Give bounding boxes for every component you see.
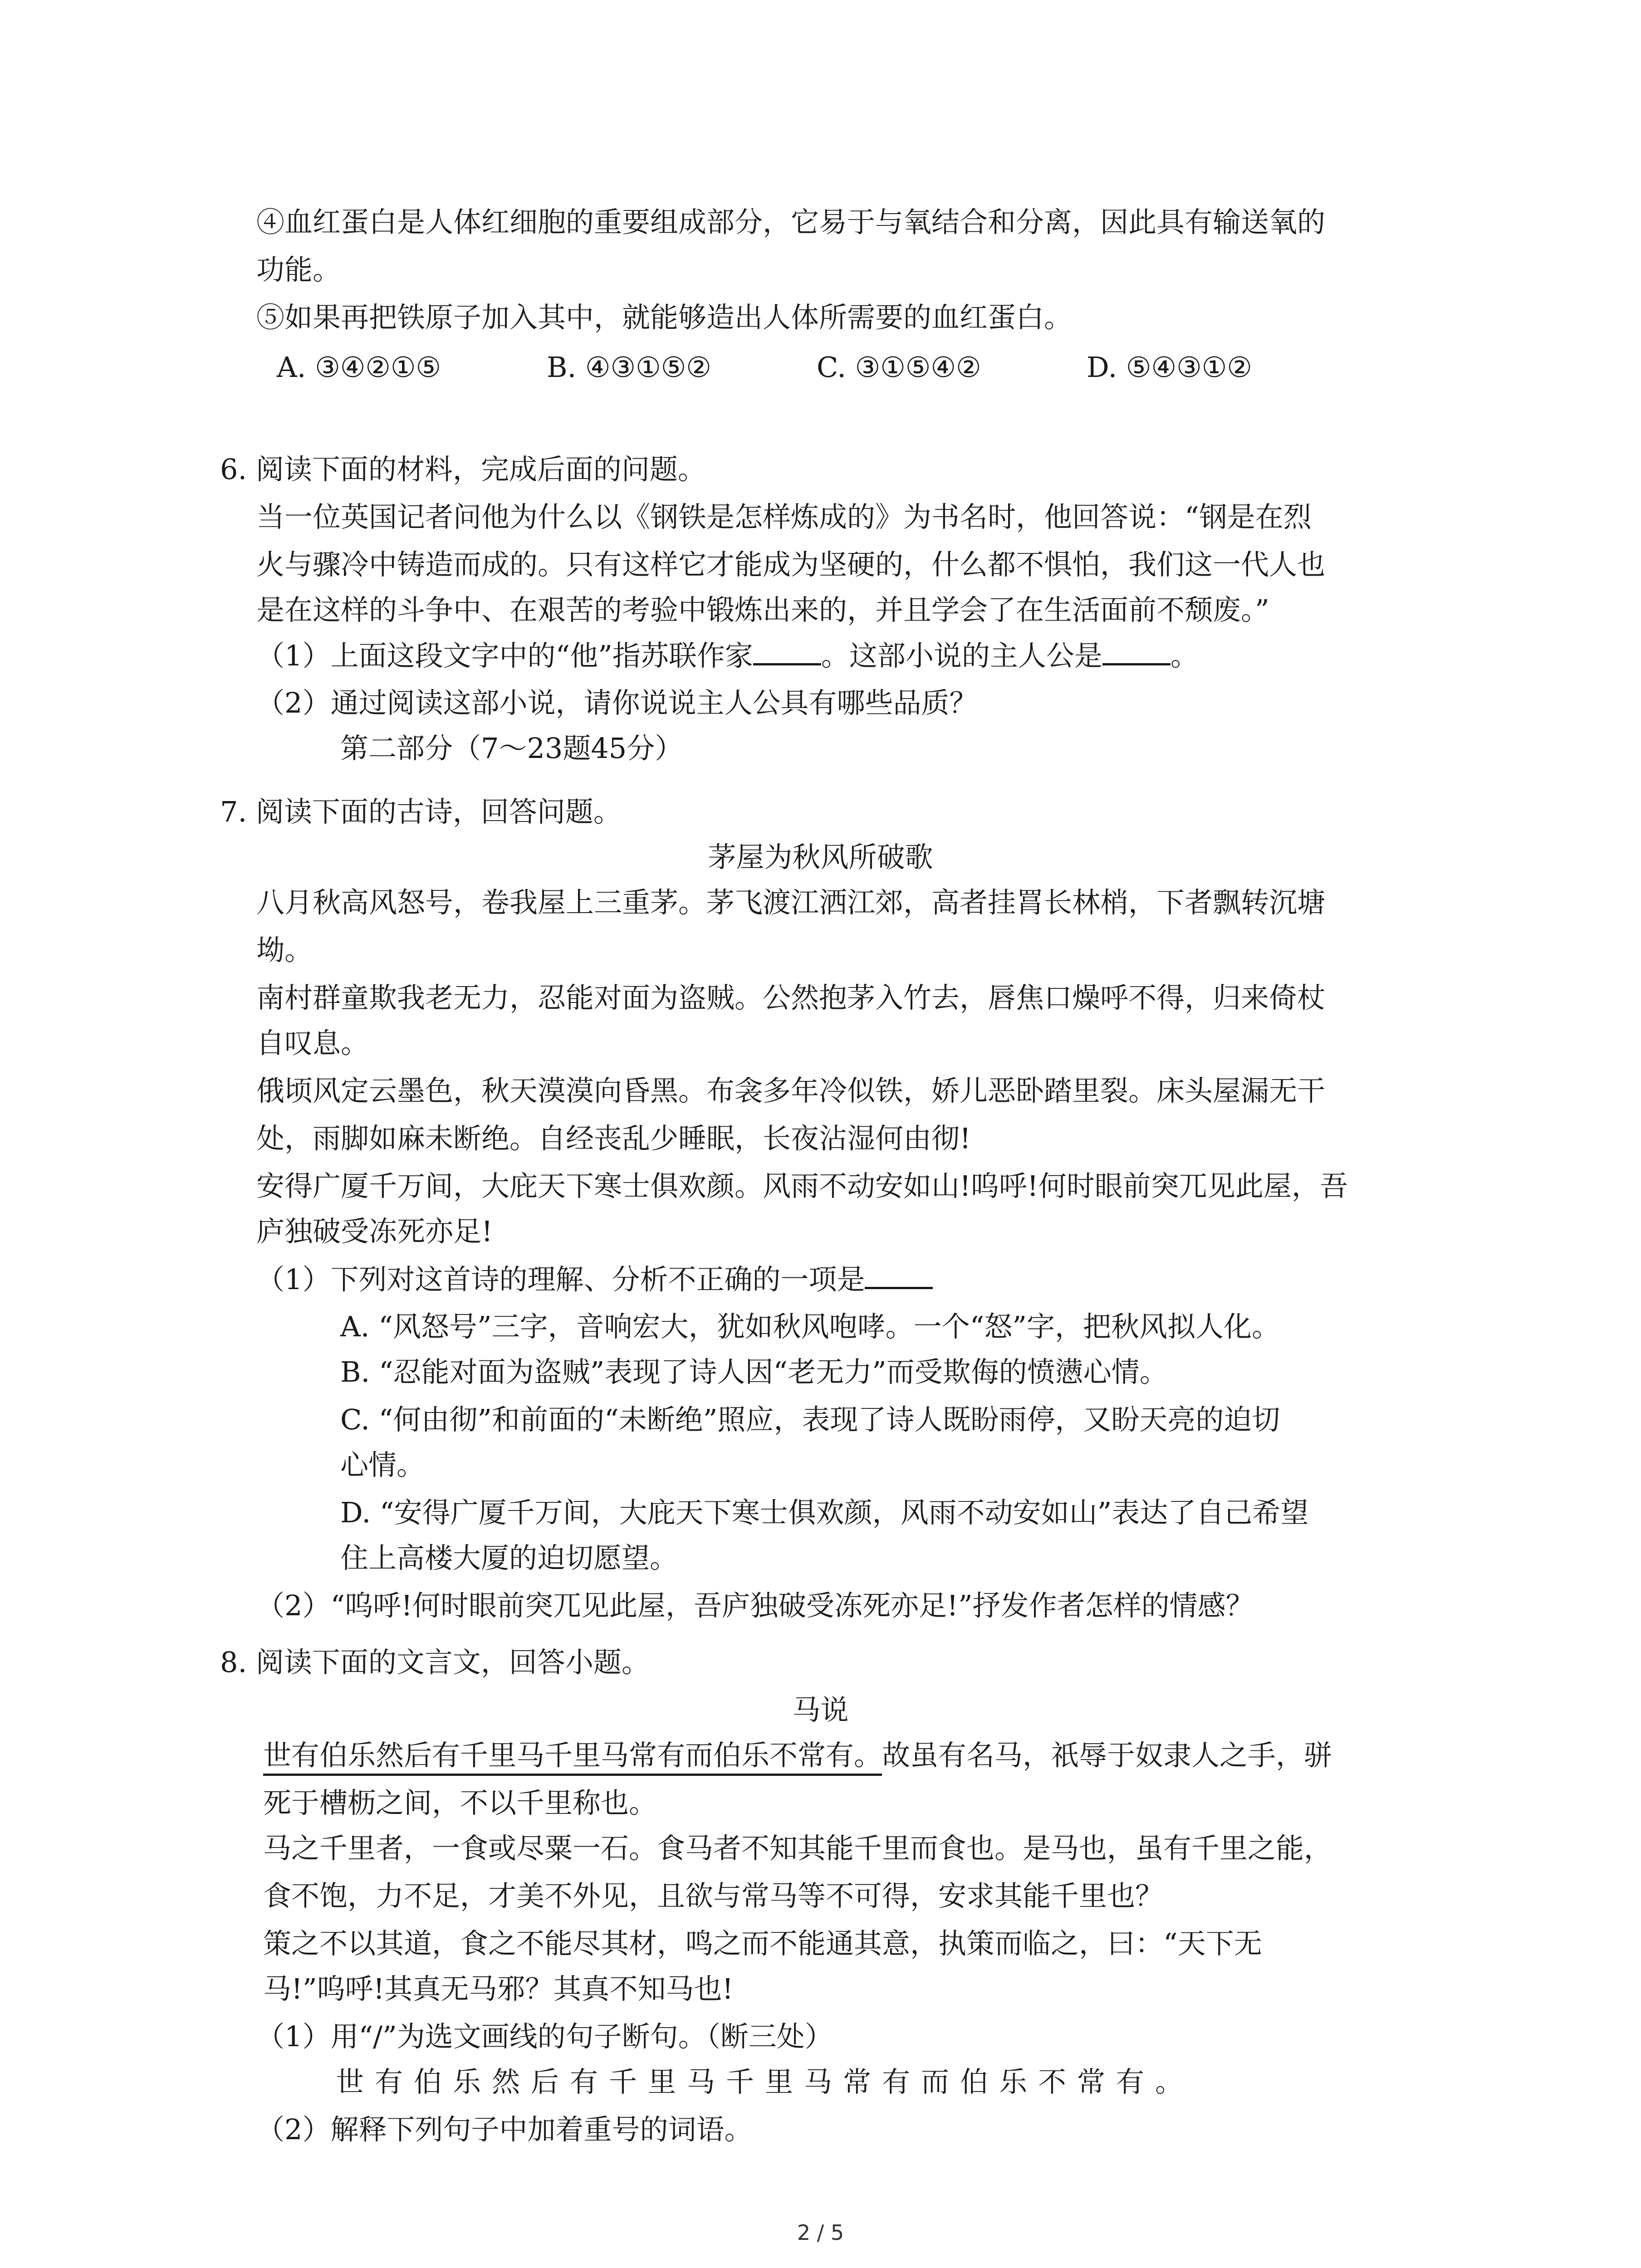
poem-line: 安得广厦千万间，大庇天下寒士俱欢颜。风雨不动安如山!呜呼!何时眼前突兀见此屋，吾 — [256, 1169, 1348, 1202]
essay-para3-line1: 策之不以其道，食之不能尽其材，鸣之而不能通其意，执策而临之，曰：“天下无 — [263, 1927, 1262, 1960]
essay-para1-line2: 死于槽枥之间，不以千里称也。 — [263, 1786, 657, 1819]
q6-sub1-text-a: （1）上面这段文字中的“他”指苏联作家 — [256, 639, 753, 672]
q8-title: 8. 阅读下面的文言文，回答小题。 — [220, 1646, 650, 1679]
poem-title: 茅屋为秋风所破歌 — [708, 841, 933, 874]
q6-para-line3: 是在这样的斗争中、在艰苦的考验中锻炼出来的，并且学会了在生活面前不颓废。” — [256, 593, 1269, 626]
poem-line: 俄顷风定云墨色，秋天漠漠向昏黑。布衾多年冷似铁，娇儿恶卧踏里裂。床头屋漏无干 — [256, 1074, 1326, 1107]
q6-title: 6. 阅读下面的材料，完成后面的问题。 — [220, 453, 706, 486]
q7-subquestion-2: （2）“呜呼!何时眼前突兀见此屋，吾庐独破受冻死亦足!”抒发作者怎样的情感？ — [256, 1589, 1254, 1622]
q7-option-d-line1: D. “安得广厦千万间，大庇天下寒士俱欢颜，风雨不动安如山”表达了自己希望 — [340, 1496, 1309, 1529]
poem-line: 庐独破受冻死亦足! — [256, 1215, 493, 1248]
q7-option-b: B. “忍能对面为盗贼”表现了诗人因“老无力”而受欺侮的愤懑心情。 — [340, 1355, 1168, 1388]
q7-option-a: A. “风怒号”三字，音响宏大，犹如秋风咆哮。一个“怒”字，把秋风拟人化。 — [340, 1310, 1280, 1343]
poem-line: 八月秋高风怒号，卷我屋上三重茅。茅飞渡江洒江郊，高者挂罥长林梢，下者飘转沉塘 — [256, 886, 1326, 919]
q5-item4-line2: 功能。 — [256, 253, 341, 286]
underlined-sentence: 世有伯乐然后有千里马千里马常有而伯乐不常有。 — [263, 1739, 882, 1776]
q7-option-d-line2: 住上高楼大厦的迫切愿望。 — [340, 1541, 678, 1574]
q6-subquestion-1 — [256, 640, 1199, 672]
q5-option-c: C. ③①⑤④② — [817, 351, 981, 384]
page-number: 2 / 5 — [797, 2220, 844, 2245]
q7-option-c-line1: C. “何由彻”和前面的“未断绝”照应，表现了诗人既盼雨停，又盼天亮的迫切 — [340, 1403, 1280, 1436]
q5-option-d: D. ⑤④③①② — [1087, 351, 1252, 384]
poem-line: 处，雨脚如麻未断绝。自经丧乱少睡眠，长夜沾湿何由彻! — [256, 1122, 971, 1155]
q7-subquestion-1 — [256, 1263, 933, 1295]
q7-title: 7. 阅读下面的古诗，回答问题。 — [220, 795, 622, 828]
q6-para-line2: 火与骤冷中铸造而成的。只有这样它才能成为坚硬的，什么都不惧怕，我们这一代人也 — [256, 548, 1326, 581]
essay-title: 马说 — [792, 1693, 849, 1726]
essay-para2-line2: 食不饱，力不足，才美不外见，且欲与常马等不可得，安求其能千里也？ — [263, 1879, 1164, 1912]
q5-option-b: B. ④③①⑤② — [547, 351, 711, 384]
answer-blank-choice[interactable] — [865, 1263, 933, 1289]
q6-sub1-text-b: 。这部小说的主人公是 — [821, 639, 1102, 672]
essay-para1-rest: 故虽有名马，祇辱于奴隶人之手，骈 — [882, 1739, 1332, 1772]
q5-item5: ⑤如果再把铁原子加入其中，就能够造出人体所需要的血红蛋白。 — [256, 301, 1073, 334]
q6-subquestion-2: （2）通过阅读这部小说，请你说说主人公具有哪些品质？ — [256, 686, 978, 719]
essay-para1-line1 — [263, 1740, 1332, 1771]
q7-option-c-line2: 心情。 — [340, 1448, 425, 1481]
q5-option-a: A. ③④②①⑤ — [277, 351, 441, 384]
poem-line: 坳。 — [256, 934, 313, 967]
essay-para3-line2: 马!”呜呼!其真无马邪？其真不知马也! — [263, 1972, 734, 2005]
part-two-heading: 第二部分（7～23题45分） — [340, 732, 683, 765]
essay-para2-line1: 马之千里者，一食或尽粟一石。食马者不知其能千里而食也。是马也，虽有千里之能， — [263, 1832, 1332, 1865]
q6-sub1-text-c: 。 — [1170, 639, 1199, 672]
q5-item4-line1: ④血红蛋白是人体红细胞的重要组成部分，它易于与氧结合和分离，因此具有输送氧的 — [256, 205, 1326, 239]
answer-blank-author[interactable] — [753, 640, 821, 665]
q8-subquestion-2: （2）解释下列句子中加着重号的词语。 — [256, 2113, 753, 2146]
q6-para-line1: 当一位英国记者问他为什么以《钢铁是怎样炼成的》为书名时，他回答说：“钢是在烈 — [256, 500, 1312, 533]
q8-subquestion-1: （1）用“/”为选文画线的句子断句。（断三处） — [256, 2020, 833, 2053]
poem-line: 自叹息。 — [256, 1026, 369, 1060]
q7-sub1-text: （1）下列对这首诗的理解、分析不正确的一项是 — [256, 1263, 865, 1296]
poem-line: 南村群童欺我老无力，忍能对面为盗贼。公然抱茅入竹去，唇焦口燥呼不得，归来倚杖 — [256, 981, 1326, 1014]
q8-sub1-sentence: 世有伯乐然后有千里马千里马常有而伯乐不常有。 — [336, 2065, 1195, 2098]
answer-blank-protagonist[interactable] — [1102, 640, 1171, 665]
